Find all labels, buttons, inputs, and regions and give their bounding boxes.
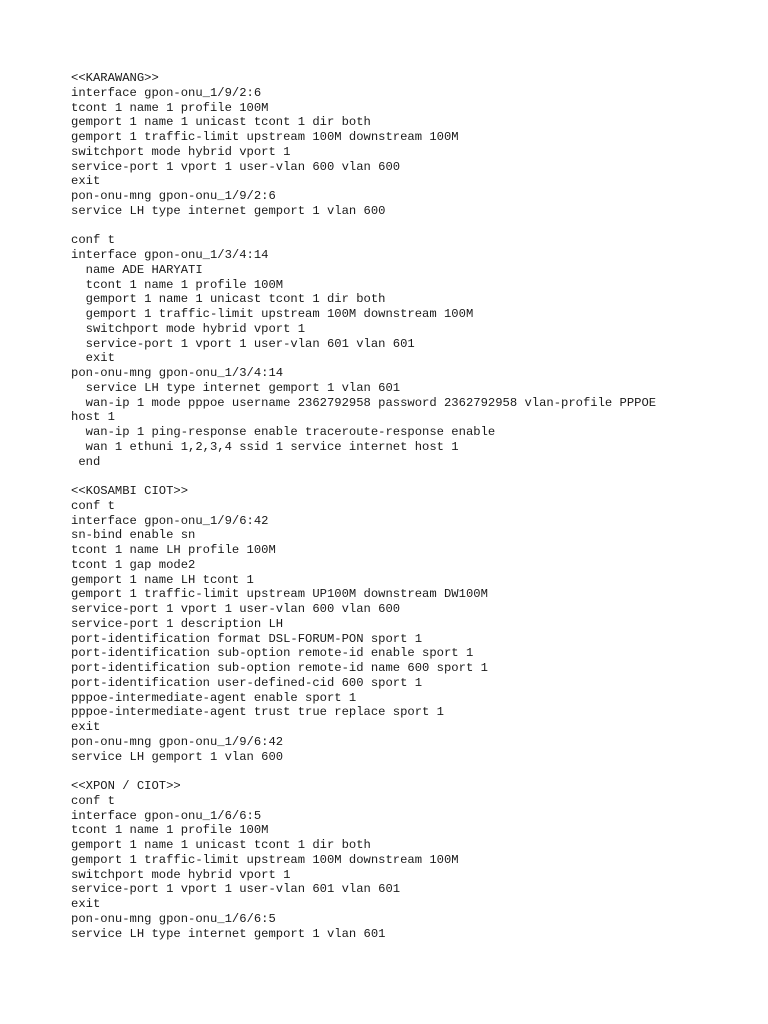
text-line: <<XPON / CIOT>> bbox=[71, 779, 181, 793]
text-line: name ADE HARYATI bbox=[71, 262, 203, 277]
text-line bbox=[71, 219, 751, 234]
text-line: pon-onu-mng gpon-onu_1/9/2:6 bbox=[71, 189, 276, 203]
text-line: wan 1 ethuni 1,2,3,4 ssid 1 service internet host 1 bbox=[71, 439, 459, 454]
text-line: service LH gemport 1 vlan 600 bbox=[71, 749, 284, 764]
text-line: port-identification sub-option remote-id name 600 sport 1 bbox=[71, 661, 488, 675]
text-line: gemport 1 name 1 unicast tcont 1 dir both bbox=[71, 115, 371, 130]
text-line: pppoe-intermediate-agent trust true replace sport 1 bbox=[71, 705, 444, 720]
text-line bbox=[71, 469, 751, 484]
text-line: tcont 1 gap mode2 bbox=[71, 557, 196, 572]
text-line: gemport 1 name 1 unicast tcont 1 dir both bbox=[71, 838, 371, 852]
text-line: service-port 1 description LH bbox=[71, 616, 284, 631]
text-line: <<KOSAMBI CIOT>> bbox=[71, 484, 189, 498]
text-line: interface gpon-onu_1/9/2:6 bbox=[71, 85, 262, 100]
text-line: switchport mode hybrid vport 1 bbox=[71, 144, 291, 159]
text-line: tcont 1 name 1 profile 100M bbox=[71, 277, 284, 292]
text-line: exit bbox=[71, 897, 101, 911]
text-line: gemport 1 traffic-limit upstream 100M downstream 100M bbox=[71, 130, 459, 144]
text-line: service LH type internet gemport 1 vlan 601 bbox=[71, 926, 386, 941]
text-line: service LH type internet gemport 1 vlan 600 bbox=[71, 203, 386, 218]
text-line: conf t bbox=[71, 498, 115, 513]
text-line: tcont 1 name 1 profile 100M bbox=[71, 100, 269, 115]
text-line: service LH type internet gemport 1 vlan 601 bbox=[71, 380, 401, 395]
text-line: sn-bind enable sn bbox=[71, 528, 196, 543]
text-line: pon-onu-mng gpon-onu_1/6/6:5 bbox=[71, 911, 276, 926]
document-page bbox=[71, 71, 751, 941]
text-line: switchport mode hybrid vport 1 bbox=[71, 321, 306, 336]
text-line: gemport 1 name 1 unicast tcont 1 dir both bbox=[71, 292, 386, 307]
text-line: exit bbox=[71, 174, 101, 189]
text-line: <<KARAWANG>> bbox=[71, 71, 159, 85]
text-line: port-identification format DSL-FORUM-PON sport 1 bbox=[71, 631, 423, 646]
text-line: host 1 bbox=[71, 410, 115, 425]
text-line: pon-onu-mng gpon-onu_1/9/6:42 bbox=[71, 734, 284, 749]
text-line: tcont 1 name LH profile 100M bbox=[71, 543, 276, 557]
text-line: exit bbox=[71, 720, 101, 734]
text-line: gemport 1 traffic-limit upstream 100M downstream 100M bbox=[71, 852, 459, 867]
text-line bbox=[71, 764, 751, 779]
text-line: interface gpon-onu_1/6/6:5 bbox=[71, 808, 262, 823]
text-line: interface gpon-onu_1/3/4:14 bbox=[71, 248, 269, 262]
text-line: pppoe-intermediate-agent enable sport 1 bbox=[71, 690, 357, 705]
text-line: switchport mode hybrid vport 1 bbox=[71, 867, 291, 882]
text-line: service-port 1 vport 1 user-vlan 601 vlan 601 bbox=[71, 336, 415, 351]
text-line: port-identification user-defined-cid 600 sport 1 bbox=[71, 675, 423, 690]
text-line: tcont 1 name 1 profile 100M bbox=[71, 823, 269, 838]
text-line: gemport 1 name LH tcont 1 bbox=[71, 572, 254, 587]
text-line: service-port 1 vport 1 user-vlan 600 vlan 600 bbox=[71, 602, 401, 616]
text-line: service-port 1 vport 1 user-vlan 600 vlan 600 bbox=[71, 159, 401, 174]
text-line: port-identification sub-option remote-id enable sport 1 bbox=[71, 646, 474, 661]
text-line: conf t bbox=[71, 793, 115, 808]
text-line: gemport 1 traffic-limit upstream 100M downstream 100M bbox=[71, 307, 474, 321]
text-line: end bbox=[71, 454, 101, 469]
text-line: service-port 1 vport 1 user-vlan 601 vlan 601 bbox=[71, 882, 401, 897]
text-line: gemport 1 traffic-limit upstream UP100M downstream DW100M bbox=[71, 587, 488, 602]
text-line: conf t bbox=[71, 233, 115, 248]
text-line: wan-ip 1 ping-response enable traceroute-response enable bbox=[71, 425, 496, 439]
text-line: wan-ip 1 mode pppoe username 2362792958 password 2362792958 vlan-profile PPPOE bbox=[71, 395, 657, 410]
text-line: exit bbox=[71, 351, 115, 366]
text-line: pon-onu-mng gpon-onu_1/3/4:14 bbox=[71, 366, 284, 380]
text-line: interface gpon-onu_1/9/6:42 bbox=[71, 513, 269, 528]
